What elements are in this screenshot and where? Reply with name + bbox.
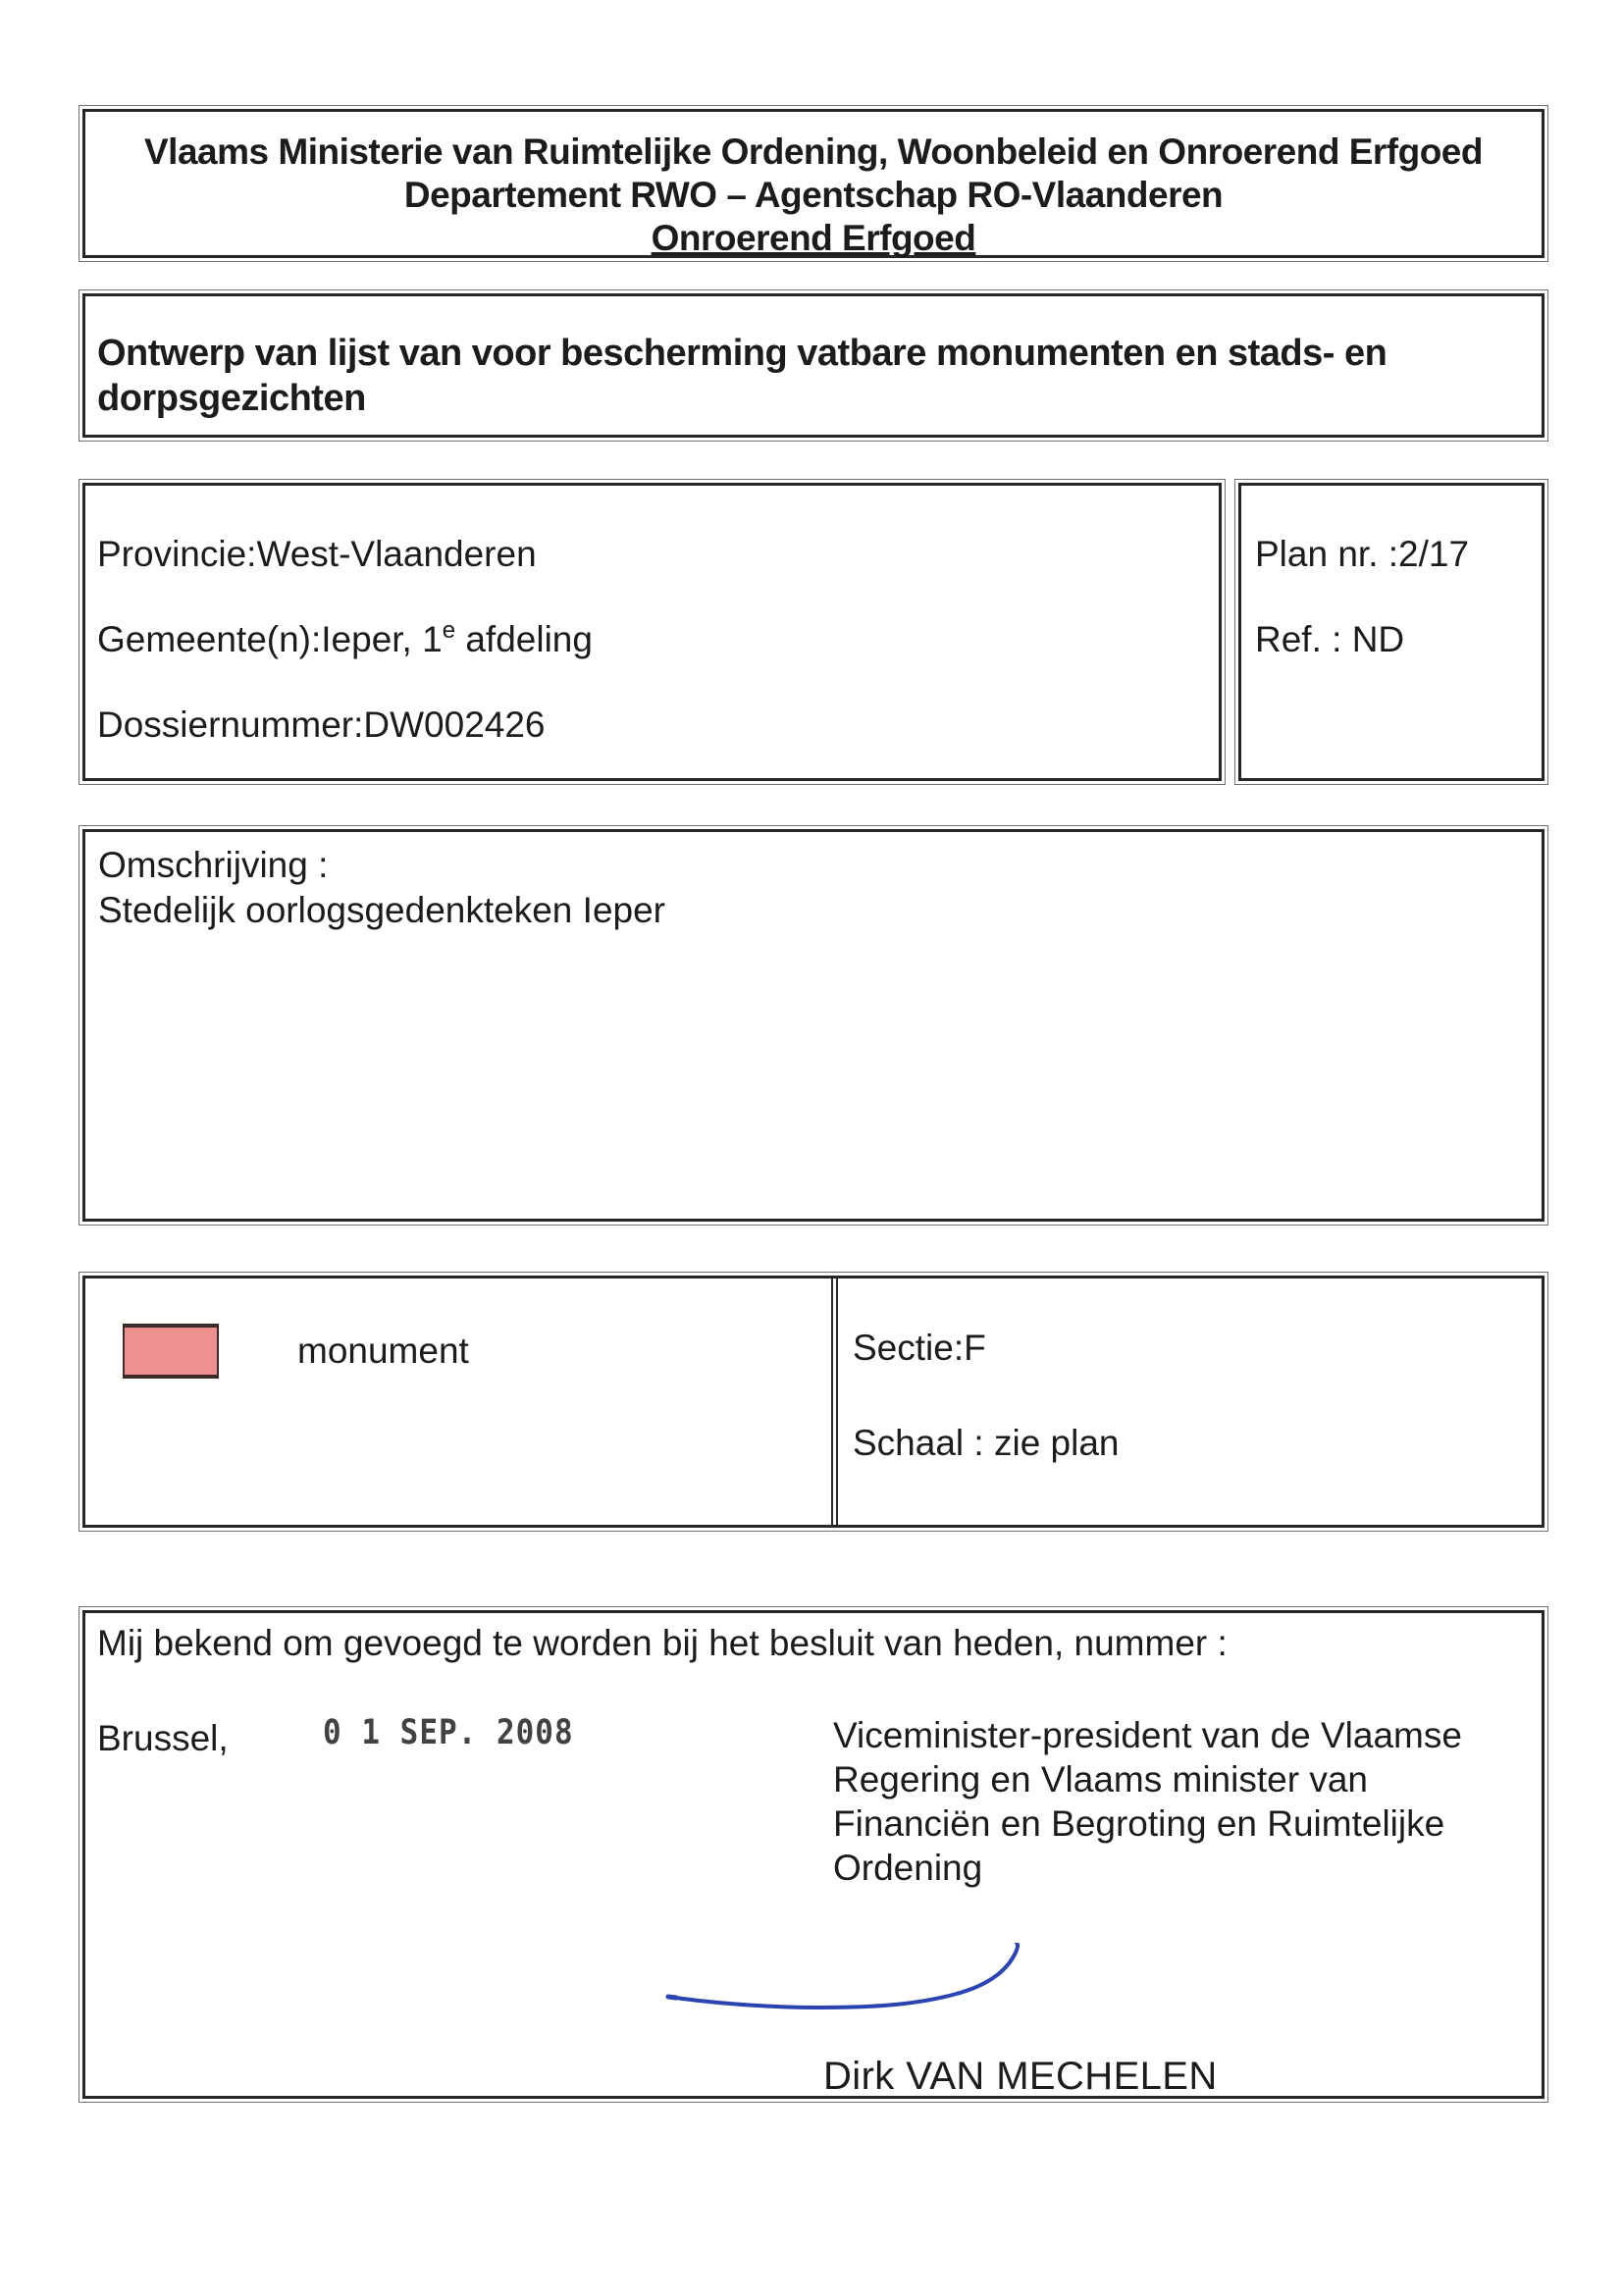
description-label: Omschrijving : [98,845,329,885]
signature-stroke-svg [662,1943,1065,2021]
date-stamp: 0 1 SEP. 2008 [323,1712,574,1753]
monument-swatch [123,1324,219,1379]
monument-label: monument [297,1331,469,1371]
document-title-box [82,293,1544,438]
signature-path [668,1943,1018,2008]
legend-left-cell [85,1278,833,1525]
document-title-line2: dorpsgezichten [97,378,366,419]
department-name: Departement RWO – Agentschap RO-Vlaanderen [403,175,1224,215]
legend-right-cell [836,1278,1542,1525]
signature-start-tick [668,1997,676,1998]
plan-number-field: Plan nr. :2/17 [1255,534,1470,574]
minister-title-line: Regering en Vlaams minister van [833,1759,1368,1800]
section-field: Sectie:F [853,1328,986,1368]
agency-name: Onroerend Erfgoed [651,218,976,258]
scale-field: Schaal : zie plan [853,1423,1120,1463]
minister-title-line: Financiën en Begroting en Ruimtelijke [833,1803,1445,1844]
minister-title-block [833,1713,1520,1890]
municipality-text: Gemeente(n):Ieper, 1 [97,619,443,659]
description-value: Stedelijk oorlogsgedenkteken Ieper [98,890,665,930]
signature [662,1943,1065,2021]
ministry-name: Vlaams Ministerie van Ruimtelijke Ordening, Woonbeleid en Onroerend Erfgoed [144,131,1483,172]
municipality-suffix: afdeling [455,619,593,659]
legend-box [82,1276,1544,1528]
dossier-number-field: Dossiernummer:DW002426 [97,704,546,745]
location-details-box [82,483,1222,781]
municipality-superscript: e [442,617,456,644]
signer-name: Dirk VAN MECHELEN [823,2055,1218,2098]
city-label: Brussel, [97,1718,229,1758]
reference-field: Ref. : ND [1255,619,1405,659]
minister-title-line: Ordening [833,1848,983,1888]
description-box [82,829,1544,1222]
province-field: Provincie:West-Vlaanderen [97,534,537,574]
ministry-header-box [82,109,1544,258]
approval-box [82,1610,1544,2099]
approval-intro: Mij bekend om gevoegd te worden bij het besluit van heden, nummer : [97,1623,1228,1663]
minister-title-line: Viceminister-president van de Vlaamse [833,1715,1462,1755]
municipality-field [97,617,1219,659]
plan-reference-box [1238,483,1544,781]
document-title-line1: Ontwerp van lijst van voor bescherming vatbare monumenten en stads- en [97,333,1387,374]
